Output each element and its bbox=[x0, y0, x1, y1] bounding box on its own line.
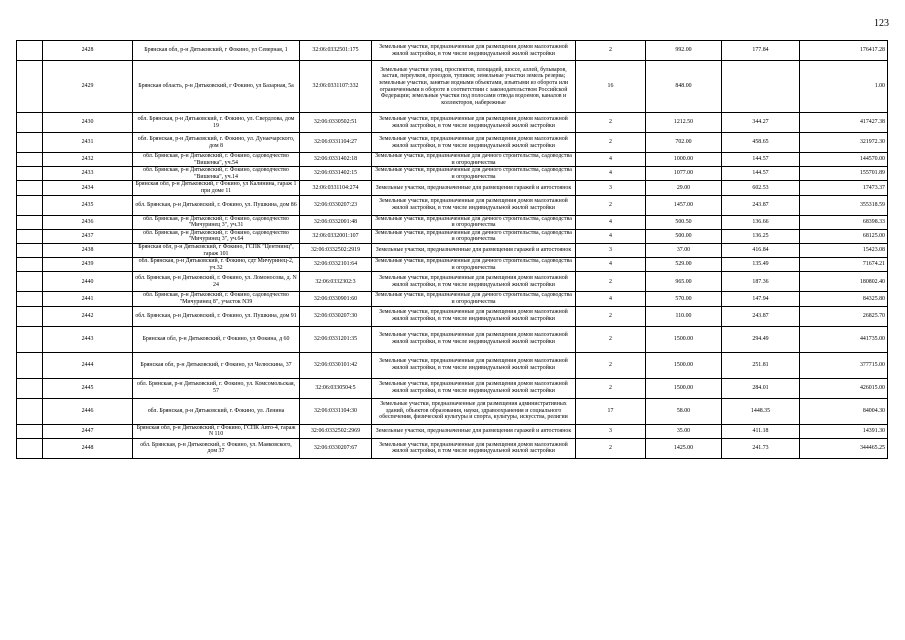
area-cell: 1425.00 bbox=[646, 438, 722, 458]
area-cell: 500.00 bbox=[646, 229, 722, 243]
area-cell: 965.00 bbox=[646, 272, 722, 292]
address-cell: обл. Брянская, р-н Дятьковский, г. Фокино, садоводчество "Мичуринец 3", уч.64 bbox=[133, 229, 300, 243]
table-row bbox=[17, 272, 888, 292]
row-number: 2441 bbox=[43, 292, 133, 306]
spacer-cell bbox=[17, 398, 43, 424]
specific-value-cell: 144.57 bbox=[722, 167, 800, 181]
use-group-cell: 17 bbox=[576, 398, 646, 424]
use-group-cell: 3 bbox=[576, 243, 646, 257]
spacer-cell bbox=[17, 215, 43, 229]
address-cell: обл. Брянская, р-н Дятьковский, г. Фокино, садоводчество "Вишенка", уч.14 bbox=[133, 167, 300, 181]
area-cell: 1000.00 bbox=[646, 153, 722, 167]
row-number: 2431 bbox=[43, 133, 133, 153]
use-group-cell: 4 bbox=[576, 229, 646, 243]
area-cell: 500.50 bbox=[646, 215, 722, 229]
land-use-cell: Земельные участки, предназначенные для дачного строительства, садоводства и огородничества bbox=[372, 292, 576, 306]
address-cell: Брянская область, р-н Дятьковский, г Фокино, ул Базарная, 5а bbox=[133, 61, 300, 113]
cadastral-value-cell: 355318.59 bbox=[800, 195, 888, 215]
area-cell: 29.00 bbox=[646, 181, 722, 195]
area-cell: 1500.00 bbox=[646, 352, 722, 378]
use-group-cell: 4 bbox=[576, 258, 646, 272]
spacer-cell bbox=[17, 378, 43, 398]
page-number: 123 bbox=[874, 18, 889, 29]
cadastral-number-cell: 32:06:0331104:30 bbox=[300, 398, 372, 424]
cadastral-number-cell: 32:06:0332001:107 bbox=[300, 229, 372, 243]
cadastral-value-cell: 26825.70 bbox=[800, 306, 888, 326]
use-group-cell: 16 bbox=[576, 61, 646, 113]
land-use-cell: Земельные участки, предназначенные для дачного строительства, садоводства и огородничества bbox=[372, 258, 576, 272]
land-use-cell: Земельные участки, предназначенные для размещения домов малоэтажной жилой застройки, в том числе индивидуальной жилой застройки bbox=[372, 272, 576, 292]
land-use-cell: Земельные участки, предназначенные для размещения домов малоэтажной жилой застройки, в том числе индивидуальной жилой застройки bbox=[372, 195, 576, 215]
cadastral-value-cell: 84004.30 bbox=[800, 398, 888, 424]
row-number: 2437 bbox=[43, 229, 133, 243]
row-number: 2435 bbox=[43, 195, 133, 215]
cadastral-number-cell: 32:06:0332502:2969 bbox=[300, 424, 372, 438]
spacer-cell bbox=[17, 326, 43, 352]
address-cell: обл. Брянская, р-н Дятьковский, г. Фокино, садоводчество "Вишенка", уч.54 bbox=[133, 153, 300, 167]
cadastral-number-cell: 32:06:0332302:3 bbox=[300, 272, 372, 292]
spacer-cell bbox=[17, 113, 43, 133]
land-use-cell: Земельные участки, предназначенные для размещения домов малоэтажной жилой застройки, в том числе индивидуальной жилой застройки bbox=[372, 306, 576, 326]
area-cell: 1457.00 bbox=[646, 195, 722, 215]
table-row bbox=[17, 352, 888, 378]
use-group-cell: 2 bbox=[576, 41, 646, 61]
address-cell: обл. Брянская, р-н Дятьковский, г. Фокино, ул. Свердлова, дом 19 bbox=[133, 113, 300, 133]
row-number: 2433 bbox=[43, 167, 133, 181]
use-group-cell: 2 bbox=[576, 113, 646, 133]
use-group-cell: 2 bbox=[576, 133, 646, 153]
cadastral-number-cell: 32:06:0332101:64 bbox=[300, 258, 372, 272]
spacer-cell bbox=[17, 306, 43, 326]
cadastral-value-cell: 68125.00 bbox=[800, 229, 888, 243]
table-row bbox=[17, 61, 888, 113]
address-cell: обл. Брянская, р-н Дятьковский, г. Фокино, ул. Пушкина, дом 91 bbox=[133, 306, 300, 326]
row-number: 2438 bbox=[43, 243, 133, 257]
address-cell: обл. Брянская, р-н Дятьковский, г. Фокино, сдт Мичуринец-2, уч.32 bbox=[133, 258, 300, 272]
cadastral-value-cell: 417427.38 bbox=[800, 113, 888, 133]
use-group-cell: 2 bbox=[576, 352, 646, 378]
specific-value-cell: 411.18 bbox=[722, 424, 800, 438]
row-number: 2443 bbox=[43, 326, 133, 352]
cadastral-value-cell: 426015.00 bbox=[800, 378, 888, 398]
spacer-cell bbox=[17, 167, 43, 181]
specific-value-cell: 147.94 bbox=[722, 292, 800, 306]
table-row bbox=[17, 215, 888, 229]
cadastral-number-cell: 32:06:0330504:5 bbox=[300, 378, 372, 398]
use-group-cell: 2 bbox=[576, 272, 646, 292]
table-row bbox=[17, 181, 888, 195]
cadastral-value-cell: 71674.21 bbox=[800, 258, 888, 272]
area-cell: 35.00 bbox=[646, 424, 722, 438]
row-number: 2440 bbox=[43, 272, 133, 292]
table-row bbox=[17, 133, 888, 153]
spacer-cell bbox=[17, 352, 43, 378]
cadastral-number-cell: 32:06:0330901:60 bbox=[300, 292, 372, 306]
cadastral-number-cell: 32:06:0331104:27 bbox=[300, 133, 372, 153]
specific-value-cell: 602.53 bbox=[722, 181, 800, 195]
use-group-cell: 4 bbox=[576, 167, 646, 181]
address-cell: обл. Брянская, р-н Дятьковский, г. Фокино, ул. Дунаечарского, дом 8 bbox=[133, 133, 300, 153]
table-row bbox=[17, 153, 888, 167]
address-cell: обл. Брянская, р-н Дятьковский, г. Фокино, садоводчество "Мичуринец 3", уч.31 bbox=[133, 215, 300, 229]
spacer-cell bbox=[17, 243, 43, 257]
land-use-cell: Земельные участки, предназначенные для дачного строительства, садоводства и огородничества bbox=[372, 229, 576, 243]
specific-value-cell: 136.25 bbox=[722, 229, 800, 243]
specific-value-cell: 144.57 bbox=[722, 153, 800, 167]
address-cell: обл. Брянская, р-н Дятьковский, г. Фокино, садоводчество "Мичуринец 8", участок N39 bbox=[133, 292, 300, 306]
address-cell: Брянская обл, р-н Дятьковский, г Фокино, ул Северная, 1 bbox=[133, 41, 300, 61]
table-row bbox=[17, 167, 888, 181]
table-row bbox=[17, 229, 888, 243]
area-cell: 58.00 bbox=[646, 398, 722, 424]
spacer-cell bbox=[17, 292, 43, 306]
area-cell: 848.00 bbox=[646, 61, 722, 113]
table-row bbox=[17, 243, 888, 257]
cadastral-value-cell: 344465.25 bbox=[800, 438, 888, 458]
use-group-cell: 2 bbox=[576, 306, 646, 326]
address-cell: Брянская обл, р-н Дятьковский, г Фокино, ГСПК Авто-4, гараж N 110 bbox=[133, 424, 300, 438]
specific-value-cell: 135.49 bbox=[722, 258, 800, 272]
spacer-cell bbox=[17, 133, 43, 153]
row-number: 2445 bbox=[43, 378, 133, 398]
area-cell: 529.00 bbox=[646, 258, 722, 272]
spacer-cell bbox=[17, 438, 43, 458]
table-row bbox=[17, 398, 888, 424]
cadastral-number-cell: 32:06:0330502:51 bbox=[300, 113, 372, 133]
land-use-cell: Земельные участки, предназначенные для размещения домов малоэтажной жилой застройки, в том числе индивидуальной жилой застройки bbox=[372, 438, 576, 458]
specific-value-cell: 177.84 bbox=[722, 41, 800, 61]
land-use-cell: Земельные участки, предназначенные для размещения гаражей и автостоянок bbox=[372, 243, 576, 257]
cadastral-value-cell: 180802.40 bbox=[800, 272, 888, 292]
table-row bbox=[17, 41, 888, 61]
cadastral-value-cell: 176417.28 bbox=[800, 41, 888, 61]
cadastral-number-cell: 32:06:0330207:67 bbox=[300, 438, 372, 458]
land-use-cell: Земельные участки, предназначенные для размещения административных зданий, объектов образования, науки, здравоохранения и социального обеспечения, физической культуры и спорта, культуры, искусства, религии bbox=[372, 398, 576, 424]
cadastral-number-cell: 32:06:0332502:2919 bbox=[300, 243, 372, 257]
address-cell: обл. Брянская, р-н Дятьковский, г. Фокино, ул. Ломоносова, д. N 24 bbox=[133, 272, 300, 292]
cadastral-value-cell: 1.00 bbox=[800, 61, 888, 113]
row-number: 2434 bbox=[43, 181, 133, 195]
table-row bbox=[17, 424, 888, 438]
spacer-cell bbox=[17, 424, 43, 438]
spacer-cell bbox=[17, 258, 43, 272]
cadastral-number-cell: 32:06:0331107:332 bbox=[300, 61, 372, 113]
spacer-cell bbox=[17, 229, 43, 243]
land-use-cell: Земельные участки, предназначенные для размещения домов малоэтажной жилой застройки, в том числе индивидуальной жилой застройки bbox=[372, 133, 576, 153]
use-group-cell: 2 bbox=[576, 378, 646, 398]
table-row bbox=[17, 378, 888, 398]
row-number: 2430 bbox=[43, 113, 133, 133]
area-cell: 1077.00 bbox=[646, 167, 722, 181]
land-use-cell: Земельные участки, предназначенные для размещения домов малоэтажной жилой застройки, в том числе индивидуальной жилой застройки bbox=[372, 378, 576, 398]
cadastral-value-cell: 15423.08 bbox=[800, 243, 888, 257]
specific-value-cell: 187.36 bbox=[722, 272, 800, 292]
specific-value-cell bbox=[722, 61, 800, 113]
cadastral-number-cell: 32:06:0331104:274 bbox=[300, 181, 372, 195]
area-cell: 702.00 bbox=[646, 133, 722, 153]
address-cell: обл. Брянская, р-н Дятьковский, г. Фокино, ул. Маяковского, дом 37 bbox=[133, 438, 300, 458]
table-row bbox=[17, 438, 888, 458]
use-group-cell: 4 bbox=[576, 215, 646, 229]
land-use-cell: Земельные участки, предназначенные для дачного строительства, садоводства и огородничества bbox=[372, 153, 576, 167]
cadastral-number-cell: 32:06:0332001:48 bbox=[300, 215, 372, 229]
area-cell: 570.00 bbox=[646, 292, 722, 306]
address-cell: Брянская обл, р-н Дятьковский, г Фокино, ГСПК "Центнинц", гараж 101 bbox=[133, 243, 300, 257]
table-row bbox=[17, 195, 888, 215]
cadastral-number-cell: 32:06:0331201:35 bbox=[300, 326, 372, 352]
cadastral-value-cell: 68398.33 bbox=[800, 215, 888, 229]
specific-value-cell: 344.27 bbox=[722, 113, 800, 133]
specific-value-cell: 251.81 bbox=[722, 352, 800, 378]
cadastral-number-cell: 32:06:0330101:42 bbox=[300, 352, 372, 378]
land-use-cell: Земельные участки, предназначенные для размещения домов малоэтажной жилой застройки, в том числе индивидуальной жилой застройки bbox=[372, 326, 576, 352]
cadastral-number-cell: 32:06:0330207:30 bbox=[300, 306, 372, 326]
specific-value-cell: 1448.35 bbox=[722, 398, 800, 424]
cadastral-value-cell: 441735.00 bbox=[800, 326, 888, 352]
use-group-cell: 2 bbox=[576, 195, 646, 215]
cadastral-number-cell: 32:06:0331402:15 bbox=[300, 167, 372, 181]
table-row bbox=[17, 306, 888, 326]
table-row bbox=[17, 113, 888, 133]
cadastral-value-cell: 17473.37 bbox=[800, 181, 888, 195]
row-number: 2442 bbox=[43, 306, 133, 326]
spacer-cell bbox=[17, 153, 43, 167]
address-cell: Брянская обл, р-н Дятьковский, г Фокино, ул Челюскина, 37 bbox=[133, 352, 300, 378]
table-row bbox=[17, 258, 888, 272]
area-cell: 110.00 bbox=[646, 306, 722, 326]
address-cell: обл. Брянская, р-н Дятьковский, г. Фокино, ул. Пушкина, дом 86 bbox=[133, 195, 300, 215]
land-use-cell: Земельные участки, предназначенные для дачного строительства, садоводства и огородничества bbox=[372, 215, 576, 229]
area-cell: 992.00 bbox=[646, 41, 722, 61]
area-cell: 1500.00 bbox=[646, 326, 722, 352]
address-cell: Брянская обл, р-н Дятьковский, г Фокино, ул Фокина, д 60 bbox=[133, 326, 300, 352]
spacer-cell bbox=[17, 41, 43, 61]
specific-value-cell: 243.87 bbox=[722, 195, 800, 215]
row-number: 2428 bbox=[43, 41, 133, 61]
land-use-cell: Земельные участки улиц, проспектов, площадей, шоссе, аллей, бульваров, застав, переулков, проездов, тупиков; земельные участки земель резерва; земельные участки, занятые водными объектами, изъятыми из оборота или ограниченными в обороте в соответствии с законодательством Российской Федерации; земельные участки под полосами отвода водоемов, каналов и коллекторов, набережные bbox=[372, 61, 576, 113]
table-row bbox=[17, 326, 888, 352]
specific-value-cell: 458.65 bbox=[722, 133, 800, 153]
row-number: 2429 bbox=[43, 61, 133, 113]
specific-value-cell: 241.73 bbox=[722, 438, 800, 458]
cadastral-value-cell: 321972.30 bbox=[800, 133, 888, 153]
land-use-cell: Земельные участки, предназначенные для размещения гаражей и автостоянок bbox=[372, 181, 576, 195]
row-number: 2446 bbox=[43, 398, 133, 424]
use-group-cell: 3 bbox=[576, 424, 646, 438]
cadastral-number-cell: 32:06:0330207:23 bbox=[300, 195, 372, 215]
table-row bbox=[17, 292, 888, 306]
cadastral-value-cell: 144570.00 bbox=[800, 153, 888, 167]
land-use-cell: Земельные участки, предназначенные для размещения гаражей и автостоянок bbox=[372, 424, 576, 438]
spacer-cell bbox=[17, 272, 43, 292]
spacer-cell bbox=[17, 195, 43, 215]
specific-value-cell: 243.87 bbox=[722, 306, 800, 326]
cadastral-value-cell: 377715.00 bbox=[800, 352, 888, 378]
land-use-cell: Земельные участки, предназначенные для размещения домов малоэтажной жилой застройки, в том числе индивидуальной жилой застройки bbox=[372, 41, 576, 61]
row-number: 2432 bbox=[43, 153, 133, 167]
use-group-cell: 4 bbox=[576, 292, 646, 306]
cadastral-value-cell: 84325.80 bbox=[800, 292, 888, 306]
use-group-cell: 3 bbox=[576, 181, 646, 195]
row-number: 2444 bbox=[43, 352, 133, 378]
row-number: 2448 bbox=[43, 438, 133, 458]
use-group-cell: 2 bbox=[576, 326, 646, 352]
area-cell: 1500.00 bbox=[646, 378, 722, 398]
spacer-cell bbox=[17, 61, 43, 113]
land-use-cell: Земельные участки, предназначенные для размещения домов малоэтажной жилой застройки, в том числе индивидуальной жилой застройки bbox=[372, 352, 576, 378]
row-number: 2439 bbox=[43, 258, 133, 272]
cadastral-value-cell: 14391.30 bbox=[800, 424, 888, 438]
land-use-cell: Земельные участки, предназначенные для размещения домов малоэтажной жилой застройки, в том числе индивидуальной жилой застройки bbox=[372, 113, 576, 133]
cadastral-value-table bbox=[16, 40, 888, 459]
specific-value-cell: 136.66 bbox=[722, 215, 800, 229]
area-cell: 37.00 bbox=[646, 243, 722, 257]
cadastral-number-cell: 32:06:0332501:175 bbox=[300, 41, 372, 61]
specific-value-cell: 416.84 bbox=[722, 243, 800, 257]
row-number: 2436 bbox=[43, 215, 133, 229]
cadastral-number-cell: 32:06:0331402:18 bbox=[300, 153, 372, 167]
address-cell: обл. Брянская, р-н Дятьковский, г. Фокино, ул. Комсомольская, 57 bbox=[133, 378, 300, 398]
area-cell: 1212.50 bbox=[646, 113, 722, 133]
spacer-cell bbox=[17, 181, 43, 195]
address-cell: обл. Брянская, р-н Дятьковский, г. Фокино, ул. Ленина bbox=[133, 398, 300, 424]
land-use-cell: Земельные участки, предназначенные для дачного строительства, садоводства и огородничества bbox=[372, 167, 576, 181]
row-number: 2447 bbox=[43, 424, 133, 438]
specific-value-cell: 284.01 bbox=[722, 378, 800, 398]
address-cell: Брянская обл, р-н Дятьковский, г Фокино, ул Калинина, гараж 1 при доме 11 bbox=[133, 181, 300, 195]
specific-value-cell: 294.49 bbox=[722, 326, 800, 352]
use-group-cell: 4 bbox=[576, 153, 646, 167]
cadastral-value-cell: 155701.89 bbox=[800, 167, 888, 181]
use-group-cell: 2 bbox=[576, 438, 646, 458]
